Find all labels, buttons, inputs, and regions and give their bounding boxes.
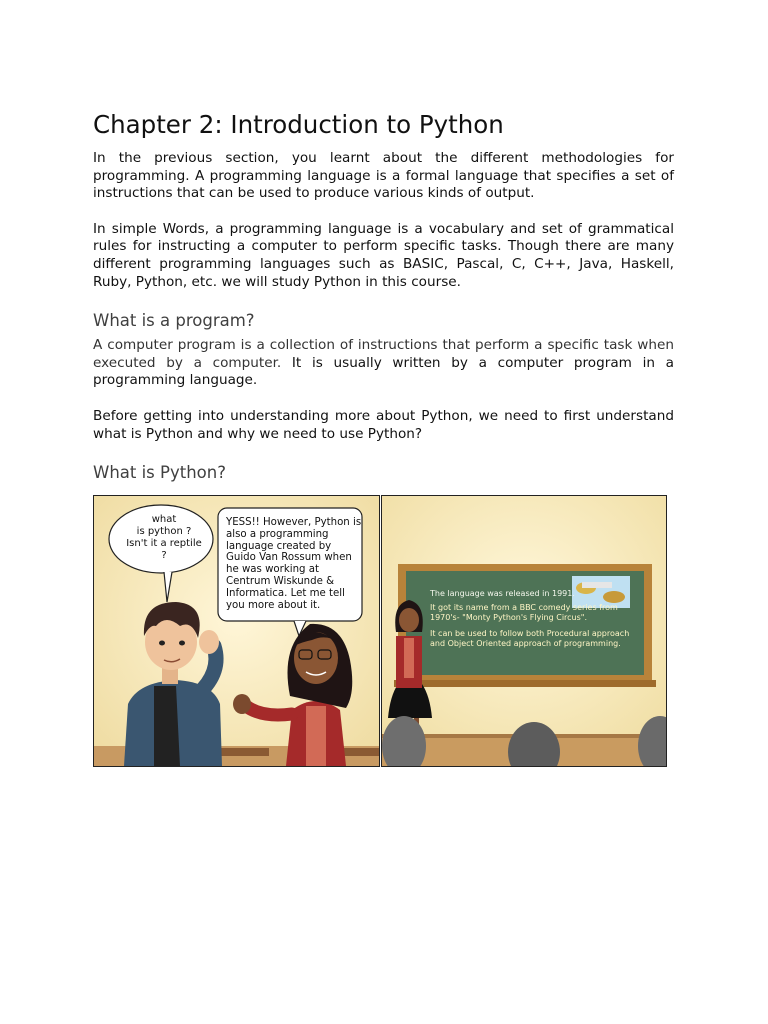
chapter-title: Chapter 2: Introduction to Python <box>93 110 504 139</box>
answer-bubble-text: YESS!! However, Python is also a programming language created by Guido Van Rossum when he was working at Centrum Wiskunde & Informatica. Let me tell you more about it. <box>226 517 362 611</box>
before-python-paragraph: Before getting into understanding more about Python, we need to first understand what is Python and why we need to use Python? <box>93 407 674 442</box>
comic-panel-right <box>381 495 667 767</box>
program-definition-part2: It is usually written by a computer program in a programming language. <box>93 354 674 389</box>
heading-what-is-program: What is a program? <box>93 311 255 331</box>
question-bubble-text <box>112 514 216 562</box>
heading-what-is-python: What is Python? <box>93 463 226 483</box>
program-definition-part1: A computer program is a collection of instructions that perform a specific task when executed by a computer. <box>93 337 674 371</box>
simple-words-paragraph: In simple Words, a programming language is a vocabulary and set of grammatical rules for instructing a computer to perform specific tasks. Though there are many different programming languages such as BASIC, Pascal, C, C++, Java, Haskell, Ruby, Python, etc. we will study Python in this course. <box>93 220 674 290</box>
document-page <box>93 108 674 485</box>
board-line-3: It can be used to follow both Procedural approach and Object Oriented approach of programming. <box>430 629 630 648</box>
intro-paragraph: In the previous section, you learnt about the different methodologies for programming. A programming language is a formal language that specifies a set of instructions that can be used to produce various kinds of output. <box>93 150 674 202</box>
program-definition-paragraph <box>93 337 674 390</box>
board-line-1: The language was released in 1991. <box>430 589 575 598</box>
board-line-2: It got its name from a BBC comedy series from 1970's- "Monty Python's Flying Circus". <box>430 603 618 622</box>
comic-strip <box>93 495 667 767</box>
comic-panel-left <box>93 495 380 767</box>
question-bubble-line: what is python ? Isn't it a reptile ? <box>126 514 202 561</box>
